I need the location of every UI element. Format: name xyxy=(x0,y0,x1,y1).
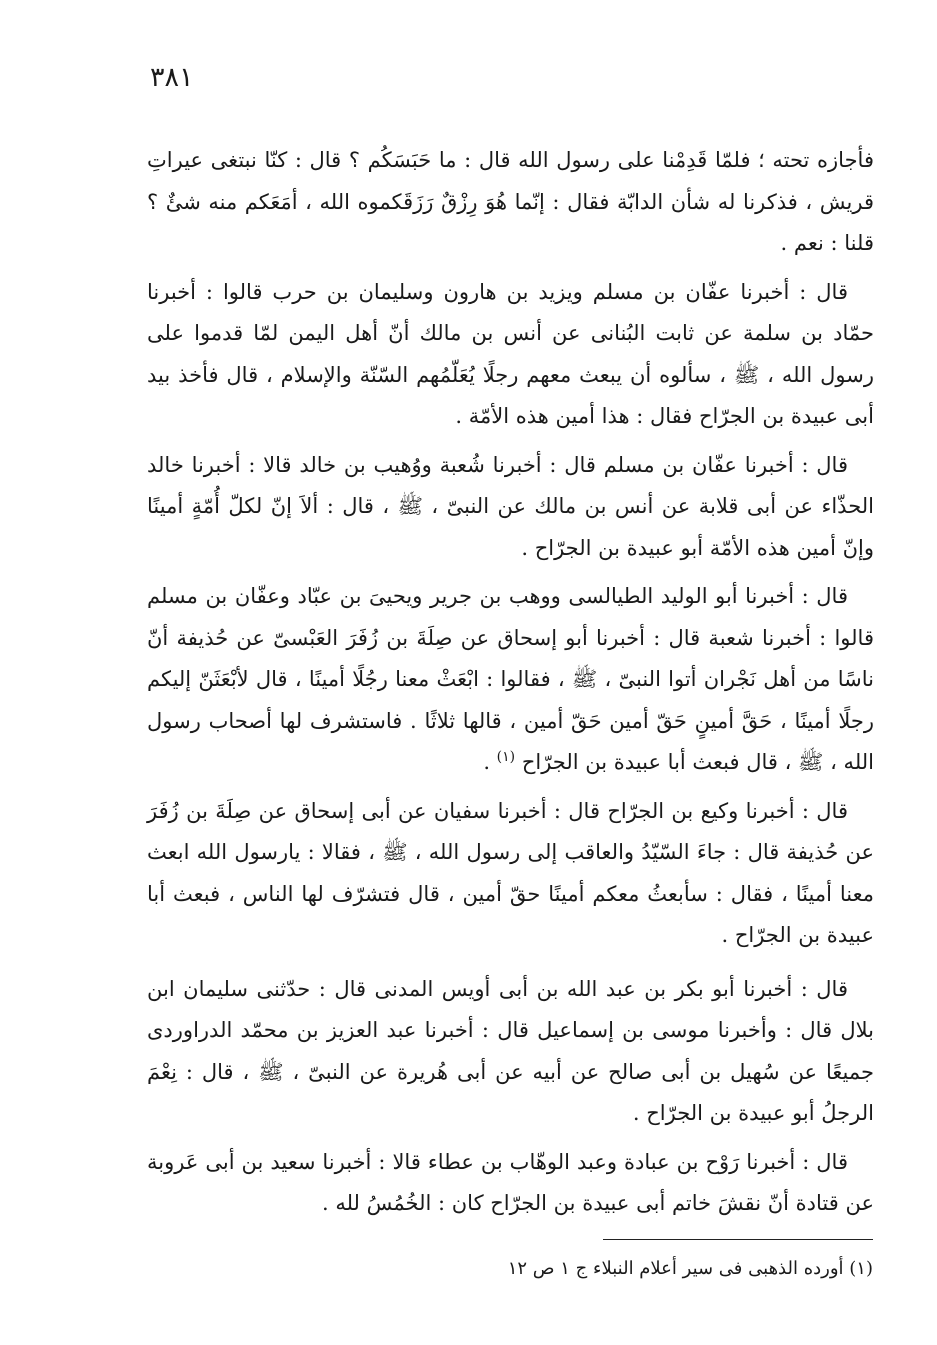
footnote-reference[interactable]: (١) xyxy=(496,749,516,765)
paragraph-5: قال : أخبرنا وكيع بن الجرّاح قال : أخبرنا سفيان عن أبى إسحاق عن صِلَةَ بن زُفَرَ عن حُذيفة قال : جاءَ السّيّدُ والعاقب إلى رسول الله ، ﷺ ، فقالا : يارسول الله ابعث معنا أمينًا ، فقال : سأبعثُ معكم أمينًا حقّ أمين ، قال فتشرّف لها الناس ، فبعث أبا عبيدة بن الجرّاح . xyxy=(147,798,874,947)
paragraph-7: قال : أخبرنا رَوْح بن عبادة وعبد الوهّاب بن عطاء قالا : أخبرنا سعيد بن أبى عَروبة عن قتادة أنّ نقشَ خاتم أبى عبيدة بن الجرّاح كان : الخُمُسُ لله . xyxy=(147,1149,874,1215)
footnote: (١) أورده الذهبى فى سير أعلام النبلاء ج ١ ص ١٢ xyxy=(507,1258,873,1279)
paragraph-1: فأجازه تحته ؛ فلمّا قَدِمْنا على رسول الله قال : ما حَبَسَكُم ؟ قال : كنّا نبتغى عيراتِ قريش ، فذكرنا له شأن الدابّة فقال : إنّما هُوَ رِزْقٌ رَزَقَكموه الله ، أمَعَكم منه شئٌ ؟ قلنا : نعم . xyxy=(147,148,874,255)
paragraph-2: قال : أخبرنا عفّان بن مسلم ويزيد بن هارون وسليمان بن حرب قالوا : أخبرنا حمّاد بن سلمة عن ثابت البُنانى عن أنس بن مالك أنّ أهل اليمن لمّا قدموا على رسول الله ، ﷺ ، سألوه أن يبعث معهم رجلًا يُعَلّمُهم السّنّة والإسلام ، قال فأخذ بيد أبى عبيدة بن الجرّاح فقال : هذا أمين هذه الأمّة . xyxy=(147,279,874,428)
paragraph-3: قال : أخبرنا عفّان بن مسلم قال : أخبرنا شُعبة ووُهيب بن خالد قالا : أخبرنا خالد الحذّاء عن أبى قلابة عن أنس بن مالك عن النبىّ ، ﷺ ، قال : ألاَ إنّ لكلّ أُمّةٍ أمينًا وإنّ أمين هذه الأمّة أبو عبيدة بن الجرّاح . xyxy=(147,452,874,560)
paragraph-4-tail: . xyxy=(483,750,497,774)
paragraph-4-text: قال : أخبرنا أبو الوليد الطيالسى ووهب بن جرير ويحيىَ بن عبّاد وعفّان بن مسلم قالوا : أخبرنا شعبة قال : أخبرنا أبو إسحاق عن صِلَةَ بن زُفَرَ العَبْسىّ عن حُذيفة أنّ ناسًا من أهل نَجْران أتوا النبىّ ، ﷺ ، فقالوا : ابْعَثْ معنا رجُلًا أمينًا ، قال لأبْعَثَنّ إليكم رجلًا أمينًا ، حَقَّ أمينٍ حَقّ أمين حَقّ أمين ، قالها ثلاثًا . فاستشرف لها أصحاب رسول الله ، ﷺ ، قال فبعث أبا عبيدة بن الجرّاح xyxy=(147,584,874,774)
main-text xyxy=(147,140,874,1232)
paragraph-4 xyxy=(147,576,874,784)
footnote-divider xyxy=(603,1239,873,1240)
paragraph-6: قال : أخبرنا أبو بكر بن عبد الله بن أبى أويس المدنى قال : حدّثنى سليمان ابن بلال قال : وأخبرنا موسى بن إسماعيل قال : أخبرنا عبد العزيز بن محمّد الدراوردى جميعًا عن سُهيل بن أبى صالح عن أبيه عن أبى هُريرة عن النبىّ ، ﷺ ، قال : نِعْمَ الرجلُ أبو عبيدة بن الجرّاح . xyxy=(147,976,874,1125)
page-number: ٣٨١ xyxy=(150,62,194,93)
